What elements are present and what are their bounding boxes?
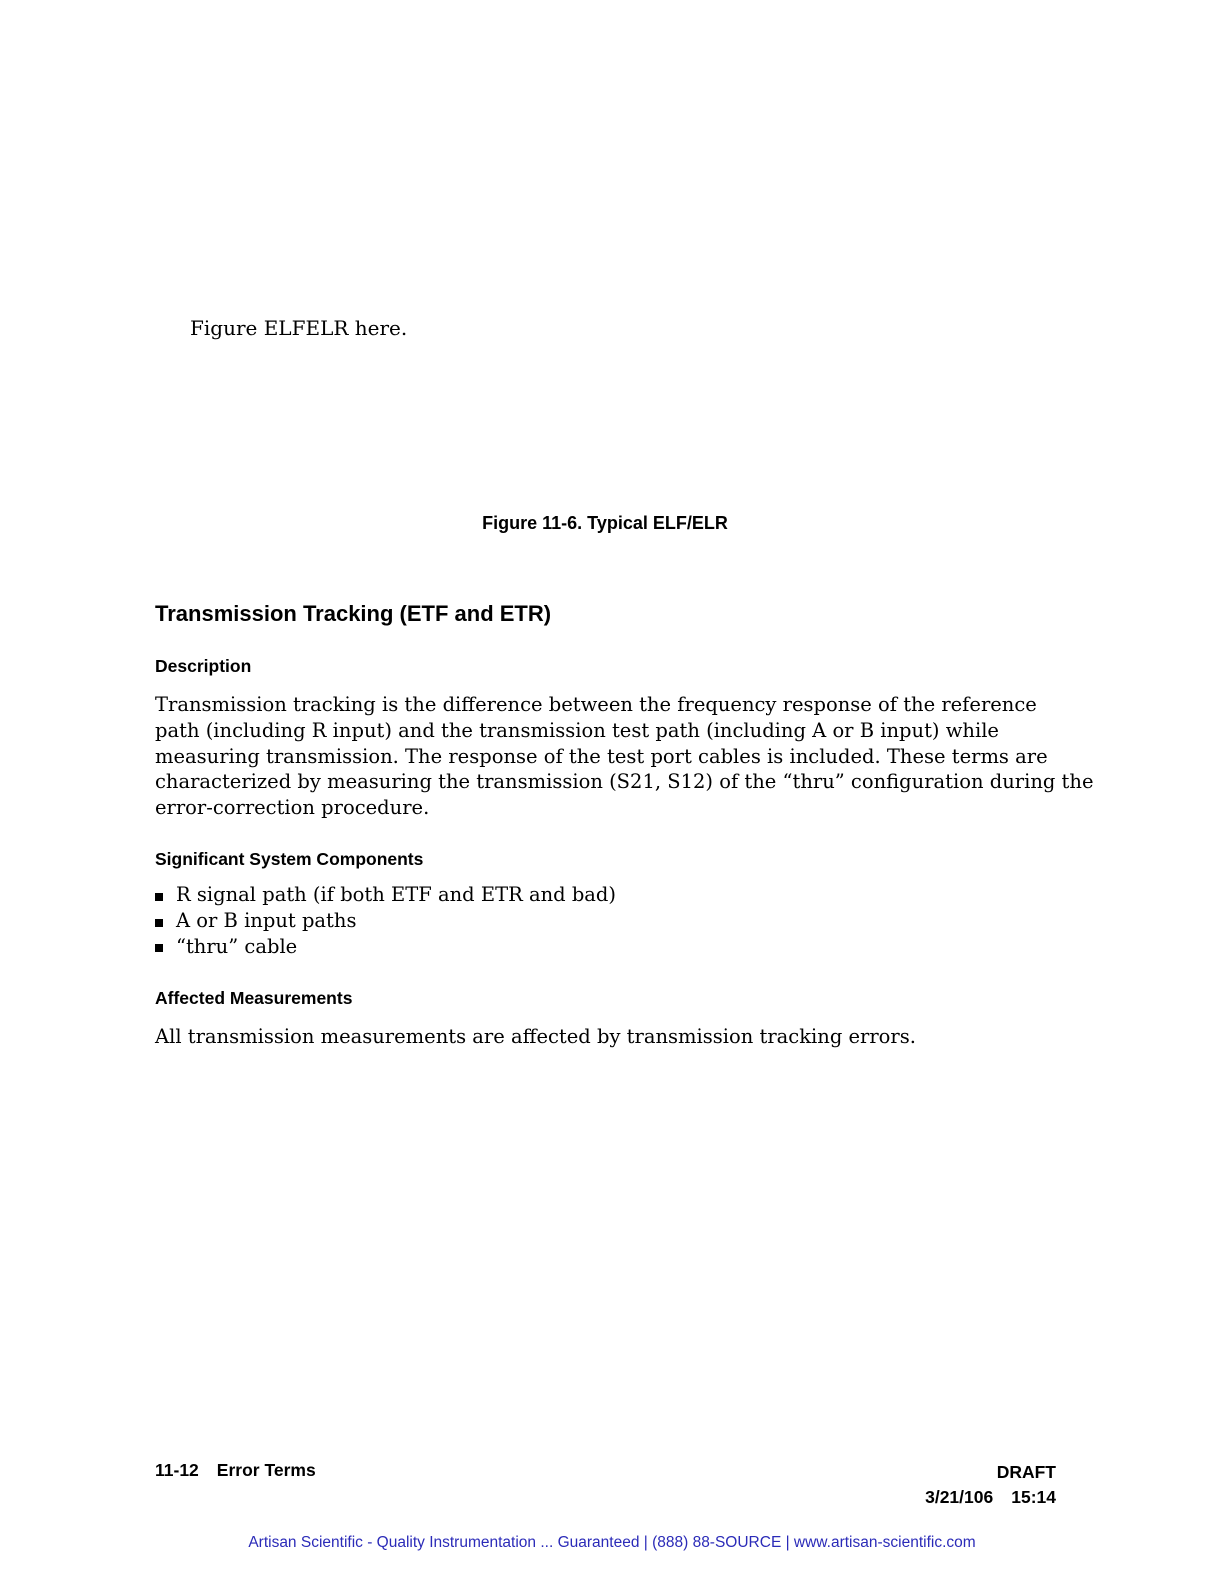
- section-title: Transmission Tracking (ETF and ETR): [155, 601, 552, 626]
- vendor-banner: Artisan Scientific - Quality Instrumentation ... Guaranteed | (888) 88-SOURCE | www.artisan-scientific.com: [248, 1534, 976, 1551]
- description-line: path (including R input) and the transmission test path (including A or B input) while: [155, 718, 999, 742]
- page-number: 11-12: [155, 1460, 199, 1480]
- affected-paragraph: All transmission measurements are affected by transmission tracking errors.: [155, 1025, 916, 1048]
- square-bullet-icon: [155, 919, 163, 927]
- description-paragraph: [155, 692, 1094, 821]
- chapter-title: Error Terms: [216, 1460, 316, 1480]
- components-list: [155, 882, 616, 959]
- footer-right: [925, 1460, 1056, 1510]
- draft-date: 3/21/106: [925, 1487, 994, 1507]
- list-item: [155, 908, 616, 934]
- description-heading: Description: [155, 656, 252, 676]
- list-item-text: A or B input paths: [176, 908, 357, 932]
- list-item: [155, 934, 616, 960]
- figure-caption: Figure 11-6. Typical ELF/ELR: [482, 513, 728, 533]
- draft-time: 15:14: [1011, 1487, 1056, 1507]
- list-item-text: R signal path (if both ETF and ETR and bad): [176, 883, 617, 906]
- footer-left: [155, 1460, 316, 1481]
- description-line: characterized by measuring the transmission (S21, S12) of the “thru” configuration during the: [155, 770, 1094, 794]
- square-bullet-icon: [155, 893, 163, 901]
- list-item: [155, 882, 616, 908]
- draft-datetime: [925, 1485, 1056, 1510]
- square-bullet-icon: [155, 944, 163, 952]
- description-line: error-correction procedure.: [155, 796, 430, 820]
- figure-placeholder: Figure ELFELR here.: [190, 316, 408, 340]
- list-item-text: “thru” cable: [176, 934, 298, 958]
- components-heading: Significant System Components: [155, 849, 424, 869]
- description-line: measuring transmission. The response of the test port cables is included. These terms are: [155, 744, 1048, 768]
- affected-heading: Affected Measurements: [155, 988, 353, 1008]
- description-line: Transmission tracking is the difference between the frequency response of the reference: [155, 693, 1037, 716]
- draft-status: DRAFT: [996, 1462, 1056, 1482]
